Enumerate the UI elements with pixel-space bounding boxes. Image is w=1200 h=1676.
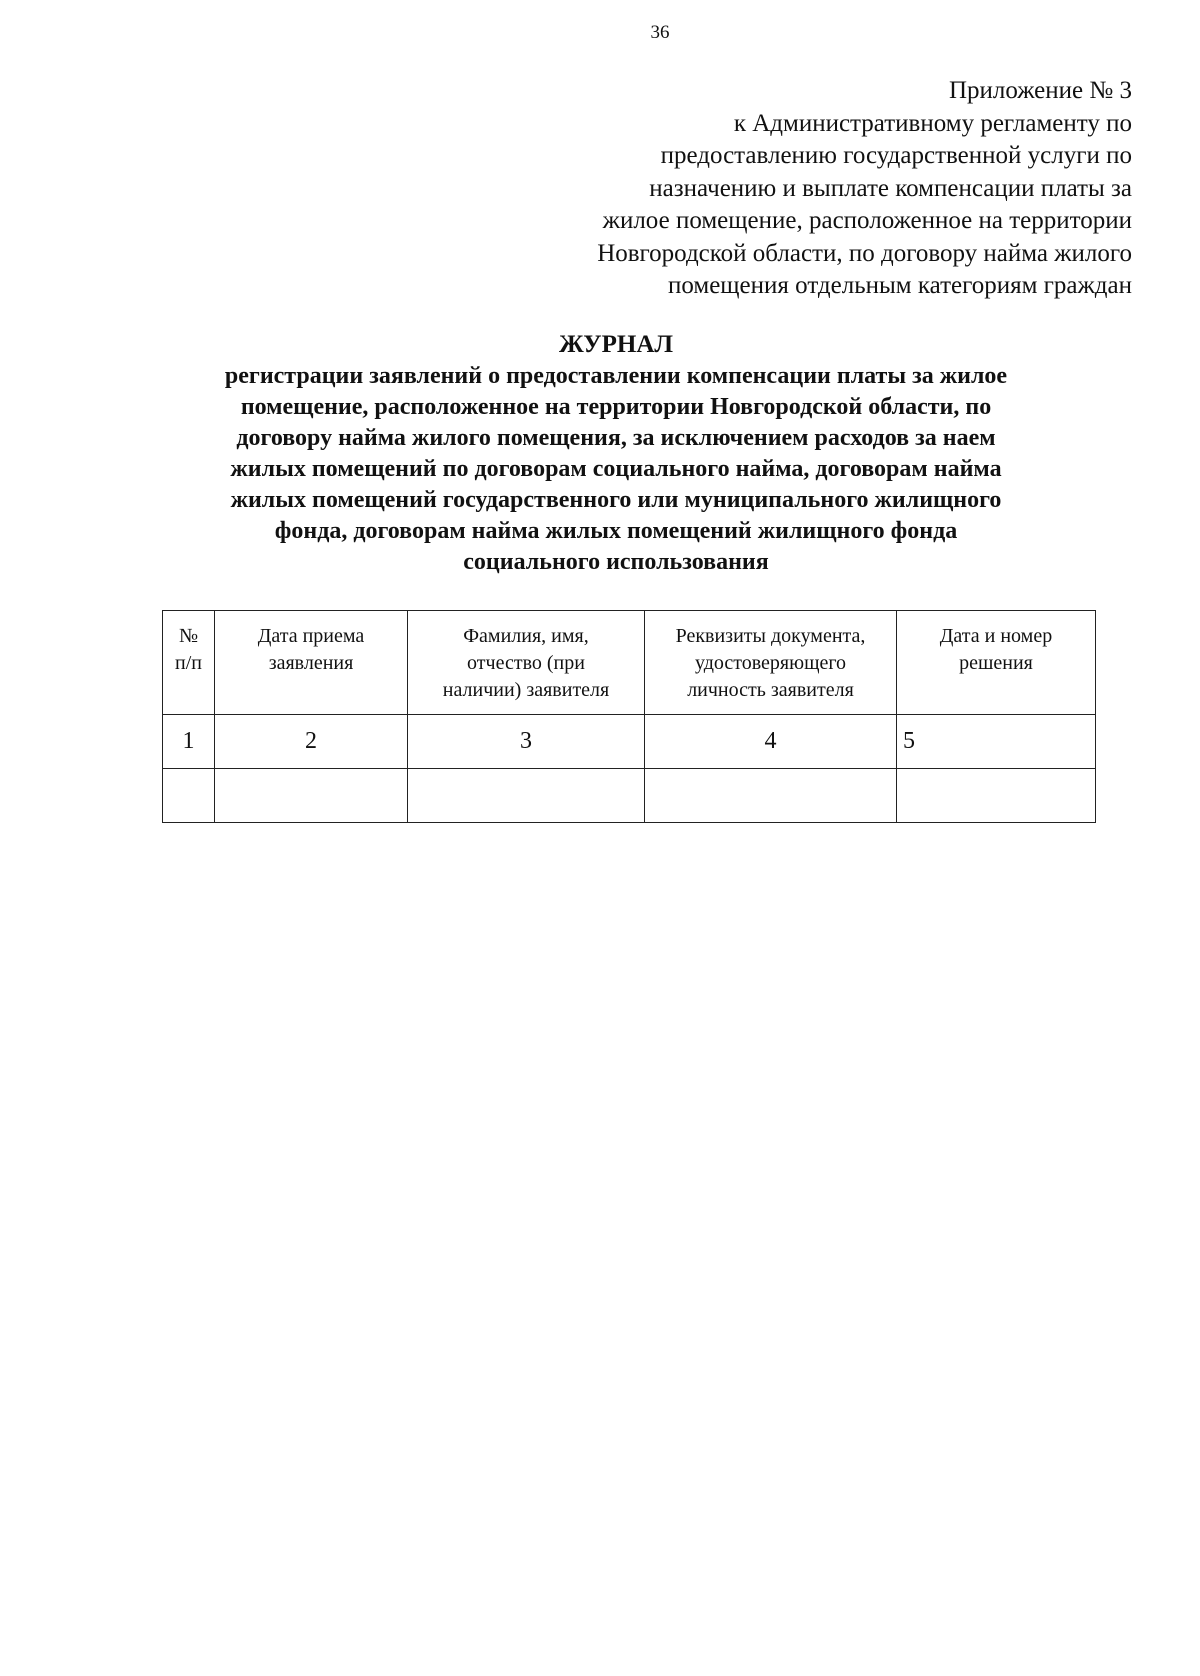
table-cell-empty: [645, 769, 897, 823]
subtitle-line: регистрации заявлений о предоставлении компенсации платы за жилое: [224, 363, 1008, 389]
column-number-cell: 2: [215, 715, 408, 769]
table-cell-empty: [163, 769, 215, 823]
subtitle-line: помещение, расположенное на территории Новгородской области, по: [240, 394, 992, 420]
table-cell-empty: [897, 769, 1096, 823]
appendix-line: предоставлению государственной услуги по: [660, 142, 1132, 169]
subtitle-line: жилых помещений по договорам социального найма, договорам найма: [230, 456, 1002, 482]
appendix-line: Приложение № 3: [948, 77, 1132, 104]
subtitle-line: фонда, договорам найма жилых помещений жилищного фонда: [274, 518, 958, 544]
header-cell-name: Фамилия, имя, отчество (при наличии) заявителя: [408, 611, 645, 715]
page-number: 36: [650, 22, 670, 43]
document-title: ЖУРНАЛ: [558, 331, 674, 358]
subtitle-line: социального использования: [463, 549, 769, 575]
subtitle-line: жилых помещений государственного или муниципального жилищного: [230, 487, 1002, 513]
journal-table: [162, 610, 1096, 823]
table-cell-empty: [408, 769, 645, 823]
document-subtitle: [0, 361, 1200, 578]
column-number-cell: 5: [897, 715, 1096, 769]
appendix-line: назначению и выплате компенсации платы за: [649, 174, 1132, 202]
appendix-block: [492, 75, 1132, 303]
header-cell-number: № п/п: [163, 611, 215, 715]
column-number-cell: 3: [408, 715, 645, 769]
column-number-cell: 4: [645, 715, 897, 769]
table-cell-empty: [215, 769, 408, 823]
header-cell-decision: Дата и номер решения: [897, 611, 1096, 715]
table-header-row: [163, 611, 1096, 715]
appendix-line: помещения отдельным категориям граждан: [667, 272, 1132, 299]
header-cell-document: Реквизиты документа, удостоверяющего личность заявителя: [645, 611, 897, 715]
column-number-cell: 1: [163, 715, 215, 769]
table-row-empty: [163, 769, 1096, 823]
subtitle-line: договору найма жилого помещения, за исключением расходов за наем: [236, 425, 996, 451]
appendix-line: Новгородской области, по договору найма жилого: [597, 239, 1132, 267]
appendix-line: к Административному регламенту по: [733, 109, 1132, 137]
table-column-numbers-row: [163, 715, 1096, 769]
header-cell-date: Дата приема заявления: [215, 611, 408, 715]
appendix-line: жилое помещение, расположенное на территории: [602, 207, 1132, 234]
